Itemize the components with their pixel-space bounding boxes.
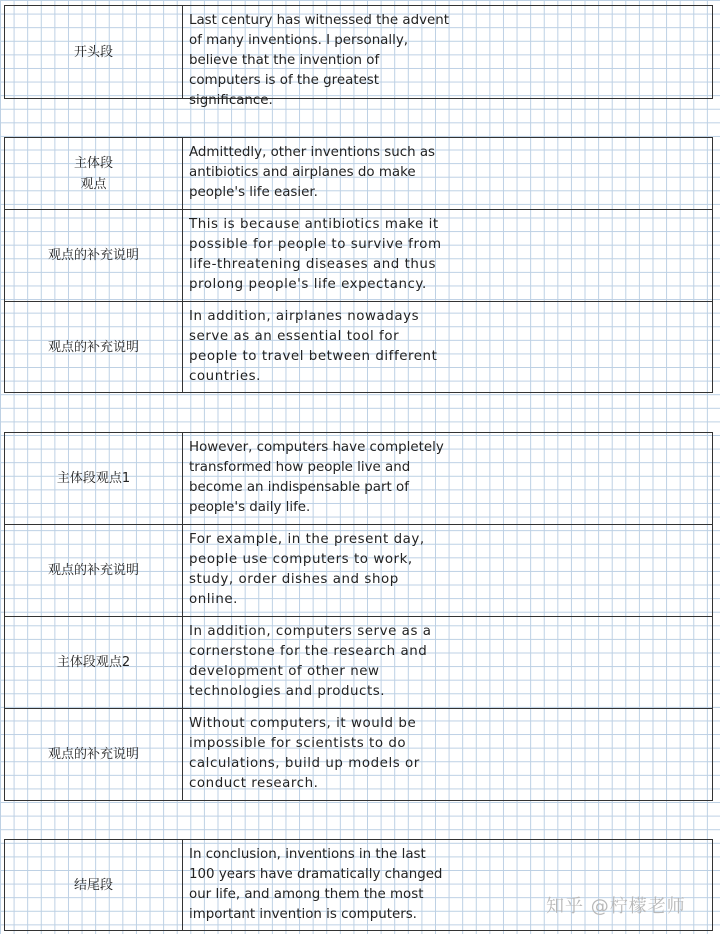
outline-table-body-1 xyxy=(4,137,713,393)
row-content xyxy=(183,138,712,209)
table-row xyxy=(5,709,712,801)
row-label: 主体段观点2 xyxy=(5,617,183,708)
table-row xyxy=(5,617,712,709)
watermark: 知乎 @柠檬老师 xyxy=(546,896,686,917)
row-content xyxy=(183,525,712,616)
row-text: For example, in the present day, people use computers to work, study, order dishes and shop online. xyxy=(189,532,425,607)
table-row xyxy=(5,6,712,108)
row-content xyxy=(183,302,712,392)
table-row xyxy=(5,525,712,617)
row-label: 主体段观点1 xyxy=(5,433,183,524)
row-text: Without computers, it would be impossible for scientists to do calculations, build up models or conduct research. xyxy=(189,716,420,791)
outline-table-opening xyxy=(4,5,713,108)
row-label: 观点的补充说明 xyxy=(5,709,183,800)
table-row xyxy=(5,138,712,210)
table-row xyxy=(5,433,712,525)
row-content xyxy=(183,6,712,108)
row-label: 主体段 观点 xyxy=(5,138,183,209)
row-text: Admittedly, other inventions such as antibiotics and airplanes do make people's life easier. xyxy=(189,145,436,200)
row-label: 结尾段 xyxy=(5,840,183,930)
row-text: In addition, computers serve as a cornerstone for the research and development of other new technologies and products. xyxy=(189,624,432,699)
row-content xyxy=(183,617,712,708)
row-content xyxy=(183,210,712,301)
row-label: 观点的补充说明 xyxy=(5,525,183,616)
row-text: In conclusion, inventions in the last 100 years have dramatically changed our life, and among them the most important invention is computers. xyxy=(189,847,443,922)
table-row xyxy=(5,210,712,302)
row-label: 观点的补充说明 xyxy=(5,210,183,301)
row-text: In addition, airplanes nowadays serve as an essential tool for people to travel between different countries. xyxy=(189,309,438,384)
row-content xyxy=(183,433,712,524)
row-text: However, computers have completely transformed how people live and become an indispensable part of people's daily life. xyxy=(189,440,444,515)
row-label: 开头段 xyxy=(5,6,183,98)
row-text: This is because antibiotics make it possible for people to survive from life-threatening diseases and thus prolong people's life expectancy. xyxy=(189,217,442,292)
row-label: 观点的补充说明 xyxy=(5,302,183,392)
row-text: Last century has witnessed the advent of many inventions. I personally, believe that the invention of computers is of the greatest significance. xyxy=(189,13,450,108)
table-row xyxy=(5,302,712,393)
outline-table-body-2 xyxy=(4,432,713,801)
row-content xyxy=(183,709,712,800)
